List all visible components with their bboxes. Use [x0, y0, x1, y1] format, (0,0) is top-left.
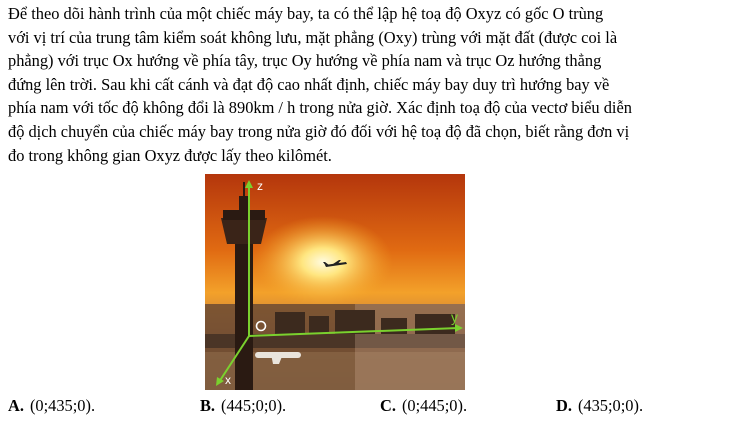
answer-value: (435;0;0).	[577, 396, 644, 415]
answer-value: (0;445;0).	[401, 396, 468, 415]
z-axis-label: z	[257, 179, 263, 193]
figure-illustration	[205, 174, 465, 390]
problem-line: phẳng) với trục Ox hướng về phía tây, trục Oy hướng về phía nam và trục Oz hướng thẳng	[8, 51, 602, 71]
problem-line: với vị trí của trung tâm kiểm soát không lưu, mặt phẳng (Oxy) trùng với mặt đất (được coi là	[8, 27, 618, 47]
airport-coordinate-figure	[205, 174, 465, 390]
y-axis-label: y	[451, 309, 458, 325]
answer-letter: D.	[556, 396, 572, 415]
problem-line: Để theo dõi hành trình của một chiếc máy bay, ta có thể lập hệ toạ độ Oxyz có gốc O trùng	[8, 4, 604, 23]
answer-b[interactable]	[200, 396, 286, 416]
answer-letter: C.	[380, 396, 396, 415]
answer-value: (0;435;0).	[29, 396, 96, 415]
problem-line: đứng lên trời. Sau khi cất cánh và đạt độ cao nhất định, chiếc máy bay duy trì hướng bay về	[8, 74, 610, 94]
answer-d[interactable]	[556, 396, 643, 416]
answer-value: (445;0;0).	[221, 396, 287, 415]
answer-options	[0, 396, 754, 422]
answer-c[interactable]	[380, 396, 467, 416]
problem-line: đo trong không gian Oxyz được lấy theo kilômét.	[8, 145, 332, 165]
problem-text	[8, 2, 746, 167]
problem-line: phía nam với tốc độ không đổi là 890km / h trong nửa giờ. Xác định toạ độ của vectơ biểu diễn	[8, 98, 632, 118]
answer-a[interactable]	[8, 396, 95, 416]
answer-letter: B.	[200, 396, 216, 415]
answer-letter: A.	[8, 396, 24, 415]
x-axis-label: x	[225, 373, 231, 387]
problem-line: độ dịch chuyển của chiếc máy bay trong nửa giờ đó đối với hệ toạ độ đã chọn, biết rằng đơn vị	[8, 121, 630, 141]
